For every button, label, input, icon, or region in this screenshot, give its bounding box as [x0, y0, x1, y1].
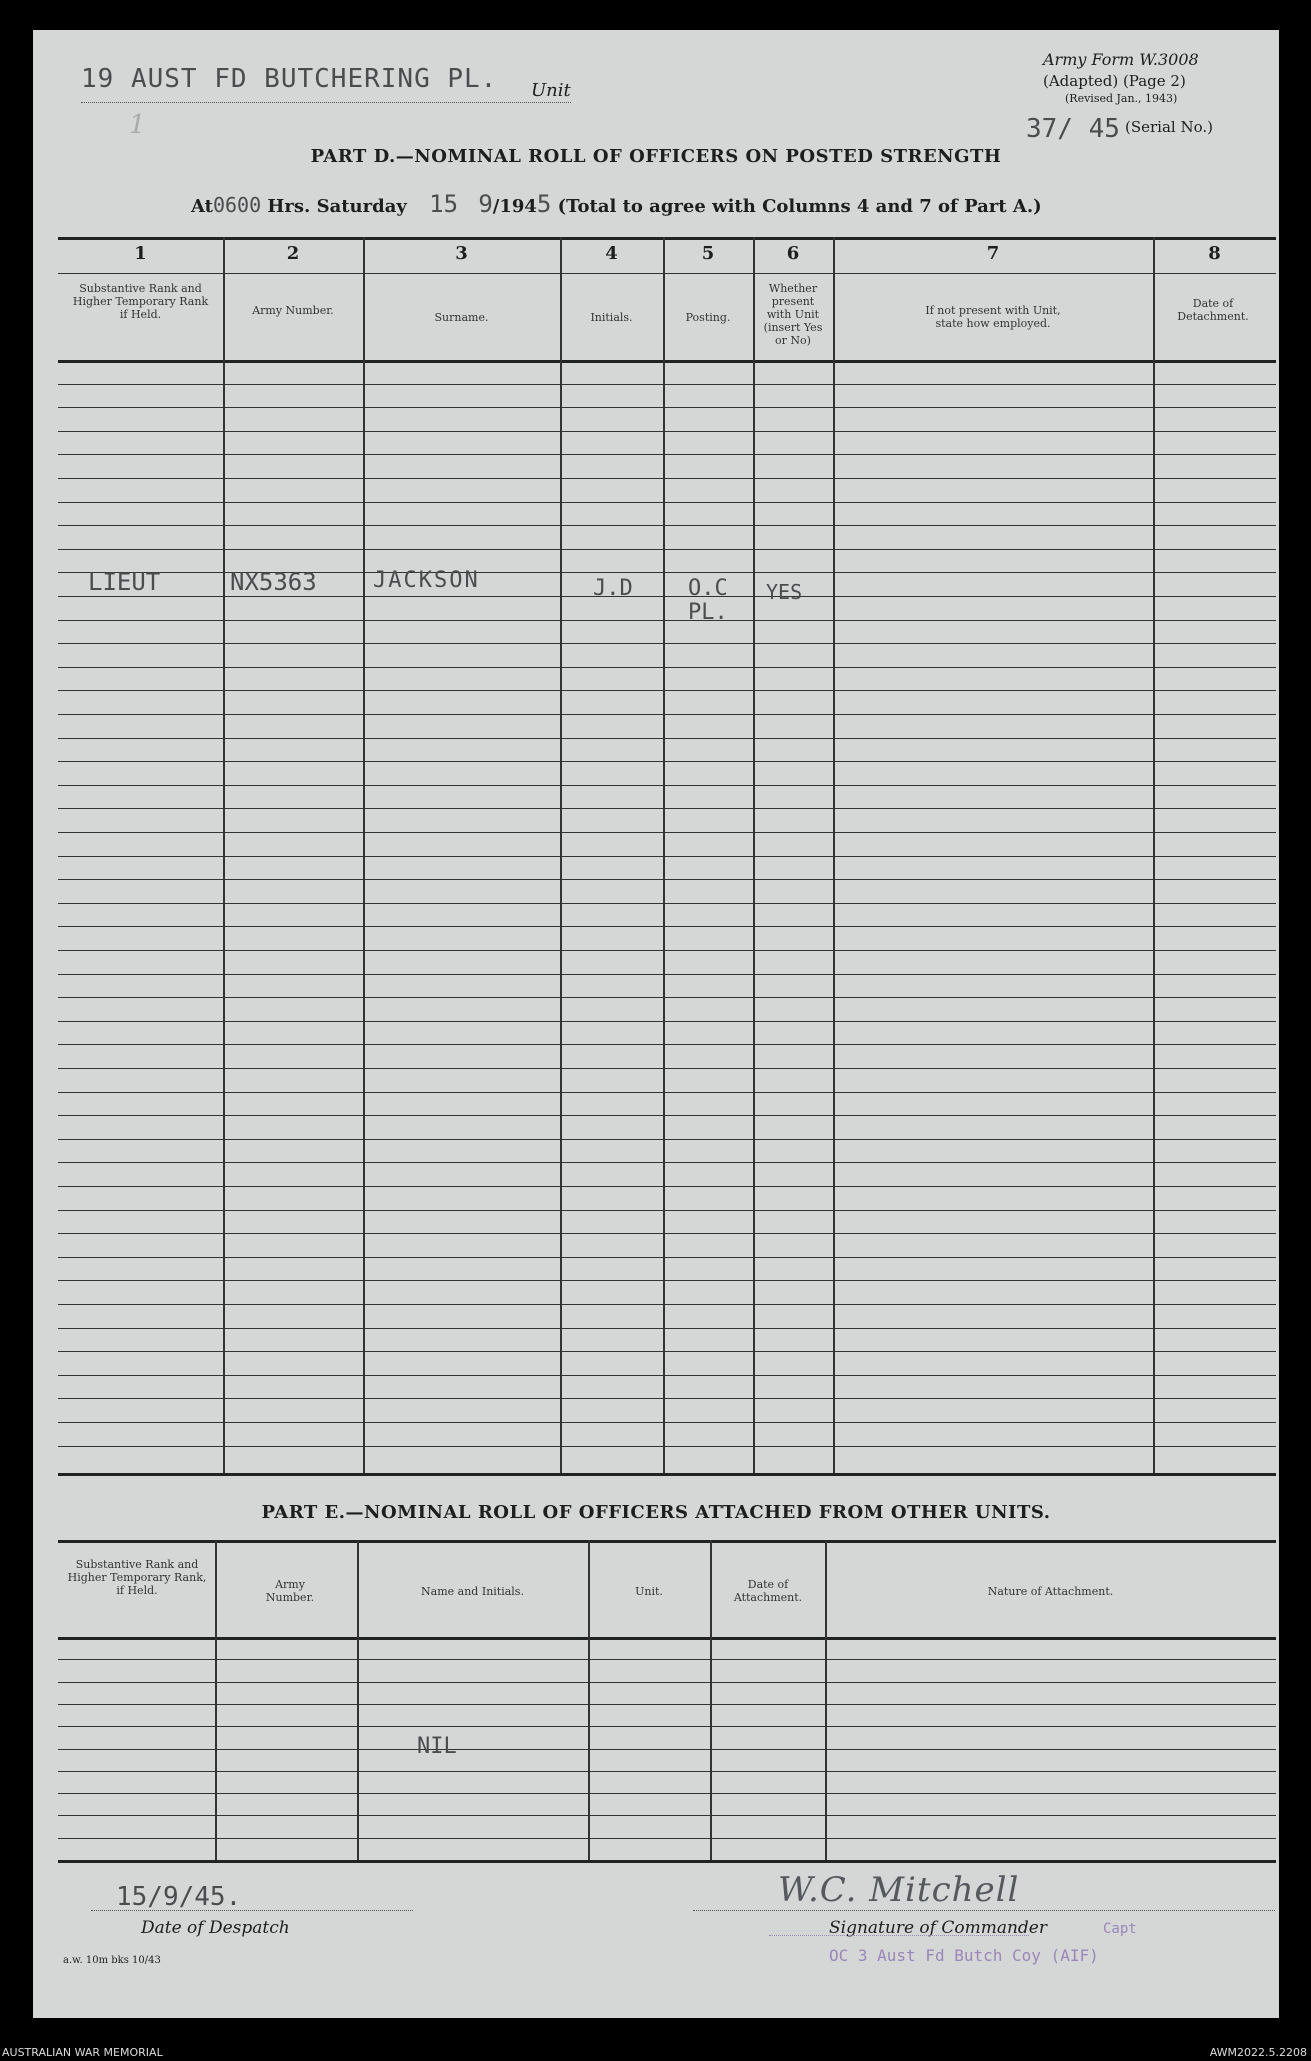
archive-credit-left: AUSTRALIAN WAR MEMORIAL — [2, 2046, 163, 2059]
ruled-line — [58, 1726, 1276, 1727]
col-header-employment: If not present with Unit, state how employed. — [925, 304, 1061, 330]
ruled-line — [58, 1838, 1276, 1839]
ruled-line — [58, 856, 1276, 857]
ruled-line — [58, 1257, 1276, 1258]
signature-label: Signature of Commander — [829, 1918, 1047, 1938]
table-d-bottom-border — [58, 1473, 1276, 1476]
despatch-date: 15/9/45. — [116, 1882, 242, 1912]
e-header-army-number: Army Number. — [265, 1578, 315, 1604]
ruled-line — [58, 407, 1276, 408]
col-number-8: 8 — [1208, 243, 1221, 264]
form-page — [33, 30, 1279, 2018]
ruled-line — [58, 1815, 1276, 1816]
serial-label: (Serial No.) — [1125, 118, 1213, 136]
ruled-line — [58, 1021, 1276, 1022]
col-number-1: 1 — [134, 243, 147, 264]
ruled-line — [58, 974, 1276, 975]
col-header-initials: Initials. — [590, 311, 633, 324]
day-value: 15 — [429, 190, 459, 218]
col-divider — [223, 237, 225, 1473]
table-e-header-bottom — [58, 1637, 1276, 1640]
signature-underline — [693, 1910, 1275, 1911]
ruled-line — [58, 1115, 1276, 1116]
unit-label: Unit — [531, 80, 571, 101]
ruled-line — [58, 431, 1276, 432]
ruled-line — [58, 1375, 1276, 1376]
hrs-label: Hrs. Saturday — [267, 196, 407, 217]
stamp-rank: Capt — [1103, 1921, 1137, 1937]
col-number-4: 4 — [605, 243, 618, 264]
ruled-line — [58, 1704, 1276, 1705]
ruled-line — [58, 1304, 1276, 1305]
ruled-line — [58, 926, 1276, 927]
ruled-line — [58, 620, 1276, 621]
form-adapted: (Adapted) (Page 2) — [1043, 72, 1186, 90]
table-d-number-divider — [58, 273, 1276, 274]
entry-present: YES — [766, 580, 803, 604]
ruled-line — [58, 997, 1276, 998]
commander-signature: W.C. Mitchell — [778, 1870, 1020, 1910]
ruled-line — [58, 738, 1276, 739]
month-value: 9 — [478, 190, 493, 218]
ruled-line — [58, 950, 1276, 951]
archive-credit-right: AWM2022.5.2208 — [1209, 2046, 1307, 2059]
stamp-dotted-line — [769, 1935, 1029, 1936]
ruled-line — [58, 549, 1276, 550]
table-e-bottom-border — [58, 1860, 1276, 1863]
col-divider — [663, 237, 665, 1473]
e-header-nature: Nature of Attachment. — [987, 1585, 1114, 1598]
entry-surname: JACKSON — [373, 568, 480, 593]
entry-rank: LIEUT — [88, 568, 161, 596]
col-header-army-number: Army Number. — [252, 304, 334, 317]
print-code: a.w. 10m bks 10/43 — [63, 1955, 161, 1966]
entry-posting-2: PL. — [688, 600, 728, 625]
ruled-line — [58, 903, 1276, 904]
part-d-date-line — [191, 190, 1042, 218]
ruled-line — [58, 525, 1276, 526]
ruled-line — [58, 1446, 1276, 1447]
col-number-7: 7 — [986, 243, 1000, 264]
ruled-line — [58, 478, 1276, 479]
ruled-line — [58, 1771, 1276, 1772]
col-divider — [363, 237, 365, 1473]
col-number-5: 5 — [701, 243, 715, 264]
entry-initials: J.D — [593, 576, 633, 601]
col-header-rank: Substantive Rank and Higher Temporary Rank if Held. — [72, 282, 209, 321]
form-number: Army Form W.3008 — [1043, 50, 1199, 69]
serial-number: 37/ 45 — [1026, 114, 1120, 144]
ruled-line — [58, 1351, 1276, 1352]
ruled-line — [58, 714, 1276, 715]
ruled-line — [58, 1682, 1276, 1683]
ruled-line — [58, 1233, 1276, 1234]
ruled-line — [58, 1162, 1276, 1163]
ruled-line — [58, 1793, 1276, 1794]
table-d-top-border — [58, 237, 1276, 240]
ruled-line — [58, 502, 1276, 503]
col-header-detachment: Date of Detachment. — [1177, 297, 1249, 323]
e-header-rank: Substantive Rank and Higher Temporary Rank, if Held. — [67, 1558, 207, 1597]
entry-army-number: NX5363 — [230, 568, 317, 596]
ruled-line — [58, 1044, 1276, 1045]
ruled-line — [58, 808, 1276, 809]
ruled-line — [58, 1092, 1276, 1093]
table-d-header-bottom — [58, 360, 1276, 363]
col-header-surname: Surname. — [434, 311, 489, 324]
ruled-line — [58, 454, 1276, 455]
col-divider — [833, 237, 835, 1473]
ruled-line — [58, 384, 1276, 385]
pencil-mark: 1 — [129, 110, 146, 140]
ruled-line — [58, 667, 1276, 668]
time-value: 0600 — [212, 193, 262, 217]
part-e-title: PART E.—NOMINAL ROLL OF OFFICERS ATTACHED FROM OTHER UNITS. — [261, 1502, 1051, 1523]
total-note: (Total to agree with Columns 4 and 7 of Part A.) — [557, 196, 1042, 217]
col-number-2: 2 — [286, 243, 300, 264]
e-header-date: Date of Attachment. — [733, 1578, 803, 1604]
ruled-line — [58, 785, 1276, 786]
ruled-line — [58, 1422, 1276, 1423]
entry-posting-1: O.C — [688, 576, 728, 601]
col-header-posting: Posting. — [685, 311, 731, 324]
form-revised: (Revised Jan., 1943) — [1065, 92, 1178, 105]
table-e-top-border — [58, 1540, 1276, 1543]
col-divider — [753, 237, 755, 1473]
year-prefix: /194 — [492, 196, 537, 217]
ruled-line — [58, 832, 1276, 833]
despatch-label: Date of Despatch — [141, 1918, 290, 1938]
ruled-line — [58, 1398, 1276, 1399]
stamp-unit: OC 3 Aust Fd Butch Coy (AIF) — [829, 1946, 1099, 1965]
e-header-unit: Unit. — [635, 1585, 663, 1598]
col-divider — [1153, 237, 1155, 1473]
part-e-nil: NIL — [417, 1734, 457, 1759]
ruled-line — [58, 879, 1276, 880]
col-divider — [215, 1540, 217, 1860]
ruled-line — [58, 1068, 1276, 1069]
despatch-underline — [91, 1910, 413, 1911]
at-label: At — [191, 196, 213, 217]
unit-underline — [81, 102, 571, 103]
unit-name: 19 AUST FD BUTCHERING PL. — [81, 64, 498, 94]
col-number-3: 3 — [455, 243, 468, 264]
e-header-name: Name and Initials. — [421, 1585, 524, 1598]
ruled-line — [58, 1328, 1276, 1329]
col-divider — [560, 237, 562, 1473]
ruled-line — [58, 643, 1276, 644]
year-digit: 5 — [536, 190, 552, 218]
ruled-line — [58, 1210, 1276, 1211]
ruled-line — [58, 1139, 1276, 1140]
ruled-line — [58, 1186, 1276, 1187]
col-number-6: 6 — [786, 243, 800, 264]
ruled-line — [58, 690, 1276, 691]
ruled-line — [58, 1659, 1276, 1660]
part-d-title: PART D.—NOMINAL ROLL OF OFFICERS ON POSTED STRENGTH — [310, 146, 1002, 167]
col-divider — [710, 1540, 712, 1860]
ruled-line — [58, 1749, 1276, 1750]
col-header-present: Whether present with Unit (insert Yes or No) — [763, 282, 823, 347]
ruled-line — [58, 761, 1276, 762]
ruled-line — [58, 596, 1276, 597]
ruled-line — [58, 1280, 1276, 1281]
